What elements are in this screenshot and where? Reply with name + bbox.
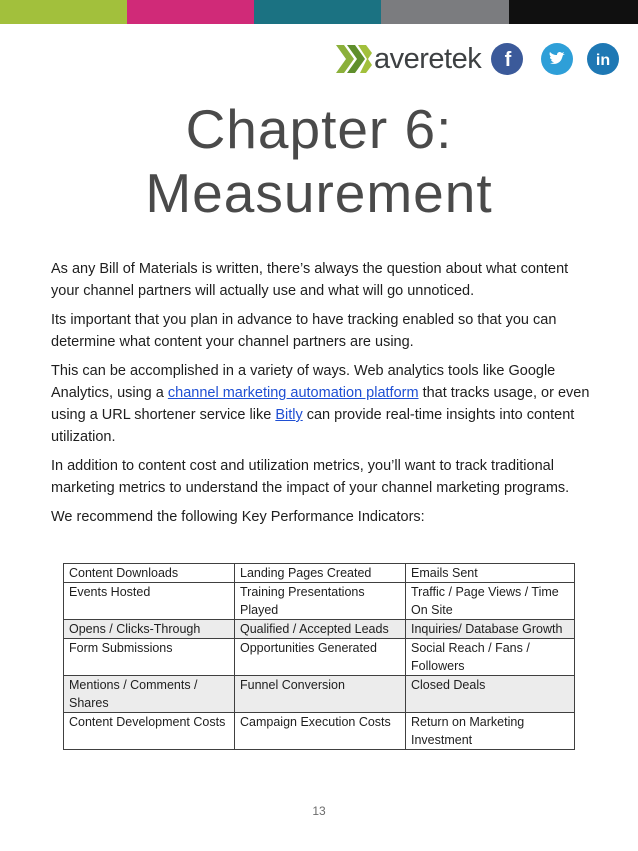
- table-row: [64, 583, 575, 620]
- table-cell: Form Submissions: [64, 639, 235, 676]
- paragraph-5: We recommend the following Key Performance Indicators:: [51, 509, 425, 525]
- twitter-icon: [541, 43, 573, 75]
- bitly-link[interactable]: Bitly: [275, 407, 303, 423]
- paragraph-2: Its important that you plan in advance to have tracking enabled so that you can determine what content your channel partners are using.: [51, 312, 557, 350]
- table-row: [64, 620, 575, 639]
- brand-name: averetek: [374, 43, 482, 75]
- linkedin-icon: [587, 43, 619, 75]
- table-cell: Content Development Costs: [64, 713, 235, 750]
- paragraph-4: In addition to content cost and utilization metrics, you’ll want to track traditional marketing metrics to understand the impact of your channel marketing programs.: [51, 458, 570, 496]
- table-cell: Return on Marketing Investment: [406, 713, 575, 750]
- color-bar-black: [509, 0, 638, 24]
- twitter-button[interactable]: [541, 43, 573, 75]
- color-bar: [0, 0, 638, 24]
- table-cell: Opportunities Generated: [235, 639, 406, 676]
- paragraph-3-text-a: This can be accomplished in a variety of ways. Web analytics tools like Google Analytics, using a: [51, 363, 556, 401]
- svg-text:f: f: [504, 49, 512, 71]
- table-row: [64, 676, 575, 713]
- paragraph-3-text-c: can provide real-time insights into content utilization.: [51, 407, 575, 445]
- table-cell: Social Reach / Fans / Followers: [406, 639, 575, 676]
- color-bar-teal: [254, 0, 381, 24]
- table-row: [64, 564, 575, 583]
- table-cell: Campaign Execution Costs: [235, 713, 406, 750]
- linkedin-button[interactable]: [587, 43, 619, 75]
- averetek-logo[interactable]: [336, 42, 481, 76]
- table-cell: Opens / Clicks-Through: [64, 620, 235, 639]
- table-cell: Closed Deals: [406, 676, 575, 713]
- table-cell: Content Downloads: [64, 564, 235, 583]
- color-bar-gray: [381, 0, 509, 24]
- table-cell: Training Presentations Played: [235, 583, 406, 620]
- table-cell: Funnel Conversion: [235, 676, 406, 713]
- color-bar-green: [0, 0, 127, 24]
- table-cell: Mentions / Comments / Shares: [64, 676, 235, 713]
- table-row: [64, 713, 575, 750]
- table-cell: Events Hosted: [64, 583, 235, 620]
- svg-text:in: in: [595, 52, 611, 69]
- table-cell: Inquiries/ Database Growth: [406, 620, 575, 639]
- facebook-icon: [491, 43, 523, 75]
- table-cell: Landing Pages Created: [235, 564, 406, 583]
- table-cell: Traffic / Page Views / Time On Site: [406, 583, 575, 620]
- paragraph-1: As any Bill of Materials is written, there’s always the question about what content your channel partners will actually use and what will go unnoticed.: [51, 261, 569, 299]
- page-number: 13: [312, 804, 326, 818]
- channel-marketing-automation-link[interactable]: channel marketing automation platform: [167, 385, 419, 401]
- paragraph-3: [51, 360, 591, 448]
- kpi-table: [63, 563, 575, 750]
- chapter-title: [0, 97, 638, 225]
- table-cell: Qualified / Accepted Leads: [235, 620, 406, 639]
- chapter-title-line1: Chapter 6:: [185, 98, 453, 160]
- body-text: [51, 258, 591, 535]
- averetek-logo-mark-icon: [336, 42, 372, 76]
- table-cell: Emails Sent: [406, 564, 575, 583]
- paragraph-3-text-b: that tracks usage, or even using a URL shortener service like: [51, 385, 590, 423]
- color-bar-magenta: [127, 0, 254, 24]
- facebook-button[interactable]: [491, 43, 523, 75]
- chapter-title-line2: Measurement: [145, 162, 493, 224]
- table-row: [64, 639, 575, 676]
